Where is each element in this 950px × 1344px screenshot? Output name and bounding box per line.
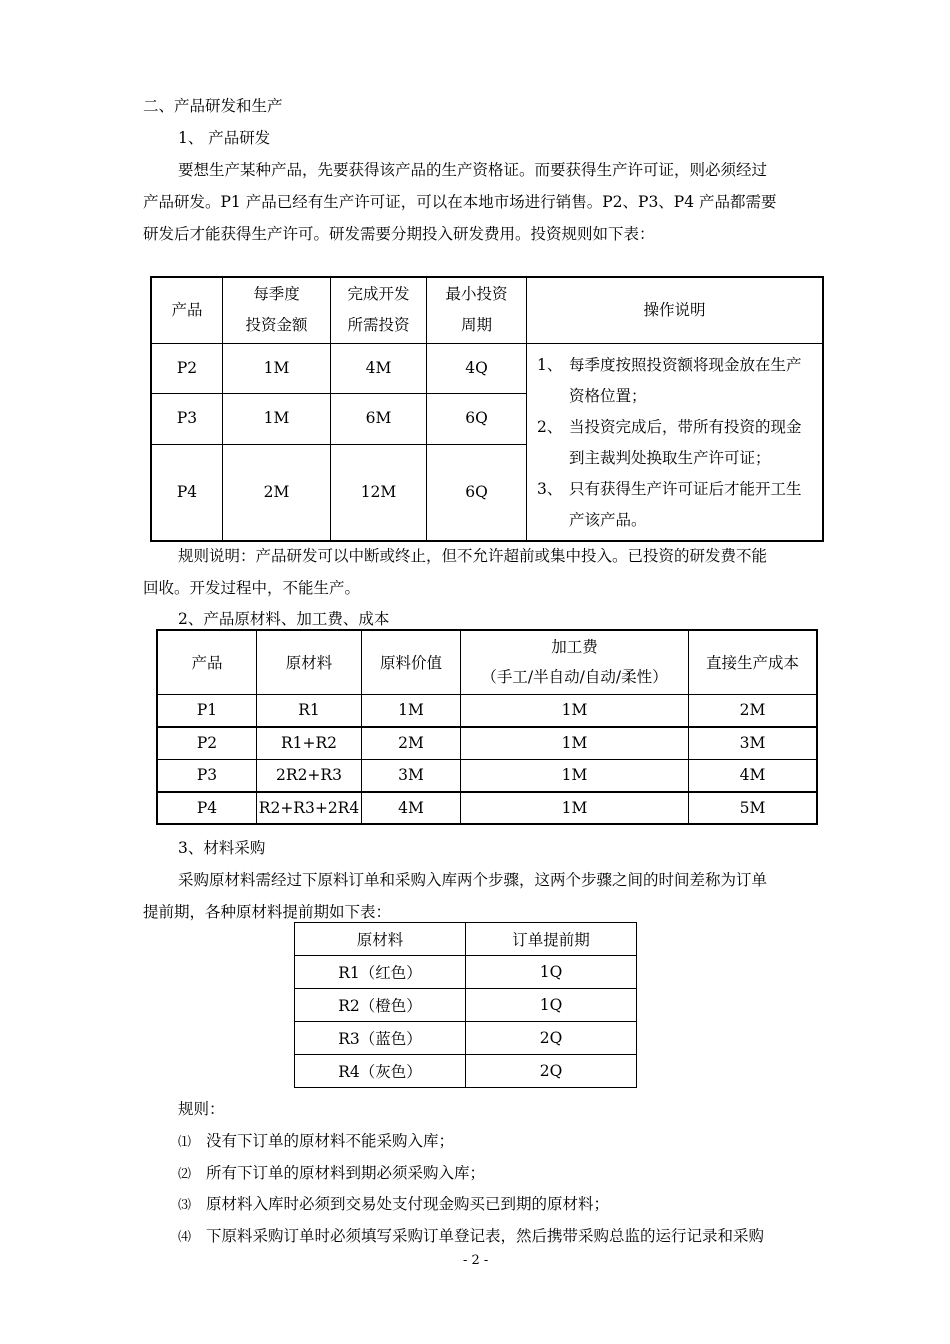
step-1: 1、 每季度按照投资额将现金放在生产 资格位置； xyxy=(537,355,802,405)
cell-material: R4（灰色） xyxy=(295,1055,466,1088)
header-material-value: 原料价值 xyxy=(362,630,461,694)
cell-material: R1+R2 xyxy=(257,727,362,759)
cell-fee: 1M xyxy=(461,792,689,824)
header-material: 原材料 xyxy=(295,923,466,956)
operation-steps xyxy=(527,343,824,541)
header-direct-cost: 直接生产成本 xyxy=(689,630,818,694)
table-row xyxy=(295,1022,637,1055)
header-operation-notes: 操作说明 xyxy=(527,277,824,343)
lead-time-table xyxy=(294,922,637,1088)
header-material: 原材料 xyxy=(257,630,362,694)
cell-lead: 2Q xyxy=(466,1055,637,1088)
cell-period: 4Q xyxy=(427,343,527,394)
cell-quarterly: 1M xyxy=(223,343,331,394)
table-row xyxy=(295,956,637,989)
purchase-line-1: 采购原材料需经过下原料订单和采购入库两个步骤，这两个步骤之间的时间差称为订单 xyxy=(178,871,768,889)
cell-fee: 1M xyxy=(461,727,689,759)
rule-item: ⑵ 所有下订单的原材料到期必须采购入库； xyxy=(178,1164,486,1182)
cell-quarterly: 1M xyxy=(223,394,331,445)
cell-value: 2M xyxy=(362,727,461,759)
cell-material: R1 xyxy=(257,694,362,727)
cell-material: R2（橙色） xyxy=(295,989,466,1022)
cell-product: P3 xyxy=(157,759,257,792)
cell-total: 6M xyxy=(331,394,427,445)
cell-fee: 1M xyxy=(461,694,689,727)
table-row xyxy=(151,343,823,394)
header-total-investment: 完成开发 所需投资 xyxy=(331,277,427,343)
cell-product: P2 xyxy=(157,727,257,759)
rule-note-line-1: 规则说明：产品研发可以中断或终止，但不允许超前或集中投入。已投资的研发费不能 xyxy=(178,547,768,565)
header-min-period: 最小投资 周期 xyxy=(427,277,527,343)
intro-line-3: 研发后才能获得生产许可。研发需要分期投入研发费用。投资规则如下表： xyxy=(143,225,655,243)
cell-lead: 1Q xyxy=(466,989,637,1022)
table-row xyxy=(157,792,817,824)
cell-cost: 4M xyxy=(689,759,818,792)
rules-label: 规则： xyxy=(178,1100,225,1118)
cell-material: 2R2+R3 xyxy=(257,759,362,792)
cell-fee: 1M xyxy=(461,759,689,792)
header-lead-time: 订单提前期 xyxy=(466,923,637,956)
cell-product: P4 xyxy=(157,792,257,824)
purchase-line-2: 提前期，各种原材料提前期如下表： xyxy=(143,903,392,921)
cell-product: P3 xyxy=(151,394,223,445)
cell-cost: 5M xyxy=(689,792,818,824)
cell-cost: 2M xyxy=(689,694,818,727)
cell-quarterly: 2M xyxy=(223,444,331,540)
cell-product: P1 xyxy=(157,694,257,727)
cell-lead: 1Q xyxy=(466,956,637,989)
cell-value: 4M xyxy=(362,792,461,824)
page-number: - 2 - xyxy=(463,1253,489,1268)
cell-period: 6Q xyxy=(427,444,527,540)
cell-cost: 3M xyxy=(689,727,818,759)
cell-material: R3（蓝色） xyxy=(295,1022,466,1055)
header-product: 产品 xyxy=(157,630,257,694)
intro-line-2: 产品研发。P1 产品已经有生产许可证，可以在本地市场进行销售。P2、P3、P4 产品都需要 xyxy=(143,193,777,211)
rd-investment-table xyxy=(150,276,824,542)
rule-item: ⑷ 下原料采购订单时必须填写采购订单登记表，然后携带采购总监的运行记录和采购 xyxy=(178,1227,765,1245)
header-processing-fee: 加工费 （手工/半自动/自动/柔性） xyxy=(461,630,689,694)
cell-lead: 2Q xyxy=(466,1022,637,1055)
header-product: 产品 xyxy=(151,277,223,343)
intro-line-1: 要想生产某种产品，先要获得该产品的生产资格证。而要获得生产许可证，则必须经过 xyxy=(178,161,768,179)
table-row xyxy=(157,727,817,759)
cell-material: R1（红色） xyxy=(295,956,466,989)
cell-material: R2+R3+2R4 xyxy=(257,792,362,824)
step-3: 3、 只有获得生产许可证后才能开工生 产该产品。 xyxy=(537,479,802,529)
cell-value: 1M xyxy=(362,694,461,727)
table-row xyxy=(295,989,637,1022)
cell-product: P4 xyxy=(151,444,223,540)
cell-total: 4M xyxy=(331,343,427,394)
header-quarterly-investment: 每季度 投资金额 xyxy=(223,277,331,343)
subsection-cost-title: 2、产品原材料、加工费、成本 xyxy=(178,610,390,628)
rule-item: ⑴ 没有下订单的原材料不能采购入库； xyxy=(178,1132,455,1150)
section-title: 二、产品研发和生产 xyxy=(143,97,283,115)
cell-total: 12M xyxy=(331,444,427,540)
step-2: 2、 当投资完成后，带所有投资的现金 到主裁判处换取生产许可证； xyxy=(537,417,802,467)
cell-period: 6Q xyxy=(427,394,527,445)
subsection-purchase-title: 3、材料采购 xyxy=(178,839,266,857)
table-row xyxy=(157,759,817,792)
cell-product: P2 xyxy=(151,343,223,394)
table-row xyxy=(295,1055,637,1088)
product-cost-table xyxy=(156,629,818,825)
table-row xyxy=(157,694,817,727)
cell-value: 3M xyxy=(362,759,461,792)
rule-item: ⑶ 原材料入库时必须到交易处支付现金购买已到期的原材料； xyxy=(178,1195,610,1213)
subsection-rd-title: 1、 产品研发 xyxy=(178,129,271,147)
rule-note-line-2: 回收。开发过程中，不能生产。 xyxy=(143,579,361,597)
